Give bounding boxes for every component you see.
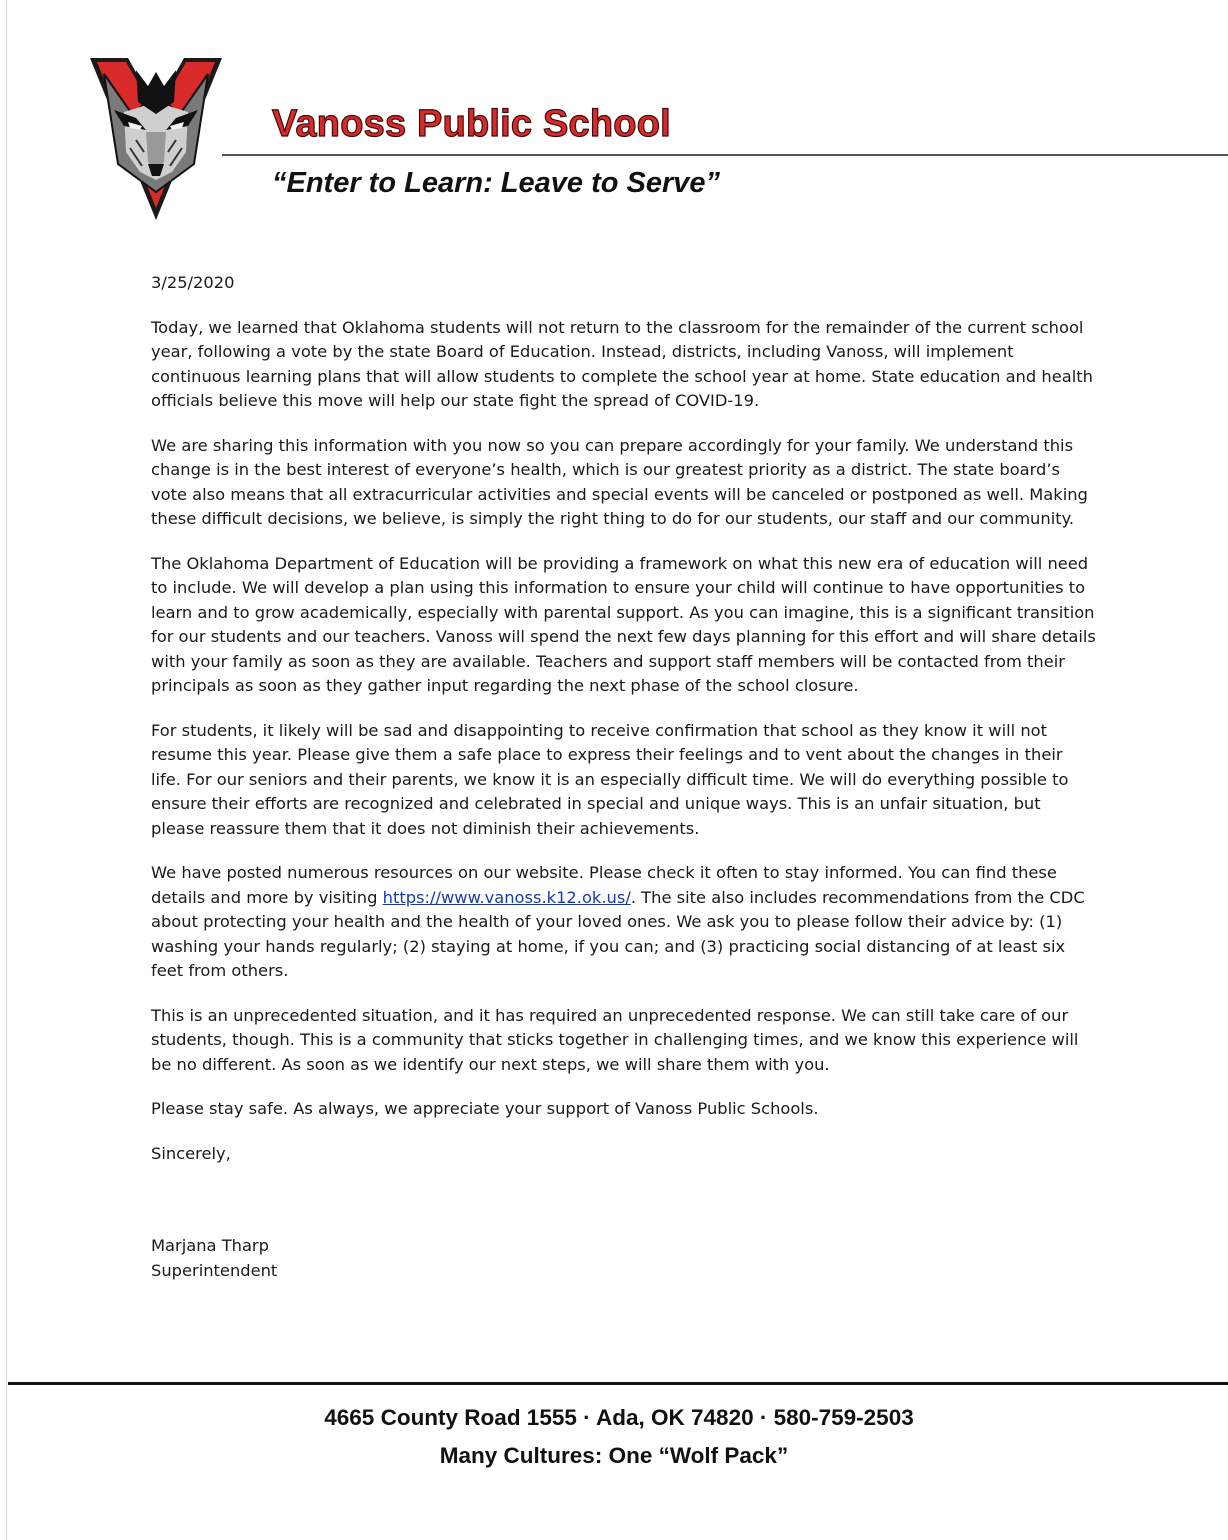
resources-paragraph [151, 861, 1096, 984]
page-edge [6, 0, 7, 1540]
wolf-logo [86, 52, 226, 224]
letter-date: 3/25/2020 [151, 273, 235, 292]
footer-address: 4665 County Road 1555 · Ada, OK 74820 · 580-759-2503 [324, 1405, 914, 1430]
signer-name: Marjana Tharp [151, 1236, 269, 1255]
letter-paragraph: Please stay safe. As always, we appreciate your support of Vanoss Public Schools. [151, 1099, 819, 1118]
header-divider [222, 154, 1228, 156]
website-link[interactable]: https://www.vanoss.k12.ok.us/ [382, 887, 631, 907]
signer-title: Superintendent [151, 1260, 278, 1280]
school-name: Vanoss Public School [272, 103, 671, 145]
letter-paragraph: We are sharing this information with you now so you can prepare accordingly for your family. We understand this change is in the best interest of everyone’s health, which is our greatest priority as a district. The state board’s vote also means that all extracurricular activities and special events will be canceled or postponed as well. Making these difficult decisions, we believe, is simply the right thing to do for our students, our staff and our community. [151, 435, 1088, 528]
resources-text: We have posted numerous resources on our website. Please check it often to stay informed. You can find these details and more by visiting [151, 863, 1057, 907]
resources-text-continued: . The site also includes recommendations from the CDC about protecting your health and the health of your loved ones. We ask you to please follow their advice by: (1) washing your hands regularly; (2) staying at home, if you can; and (3) practicing social distancing of at least six feet from others. [151, 887, 1085, 980]
letter-paragraph: The Oklahoma Department of Education will be providing a framework on what this new era of education will need to include. We will develop a plan using this information to ensure your child will continue to have opportunities to learn and to grow academically, especially with parental support. As you can imagine, this is a significant transition for our students and our teachers. Vanoss will spend the next few days planning for this effort and will share details with your family as soon as they are available. Teachers and support staff members will be contacted from their principals as soon as they gather input regarding the next phase of the school closure. [151, 553, 1096, 695]
letter-body [151, 271, 1096, 1283]
sign-off: Sincerely, [151, 1143, 231, 1163]
footer-slogan: Many Cultures: One “Wolf Pack” [439, 1443, 789, 1468]
letter-paragraph: For students, it likely will be sad and disappointing to receive confirmation that school as they know it will not resume this year. Please give them a safe place to express their feelings and to vent about the changes in their life. For our seniors and their parents, we know it is an especially difficult time. We will do everything possible to ensure their efforts are recognized and celebrated in special and unique ways. This is an unfair situation, but please reassure them that it does not diminish their achievements. [151, 720, 1069, 838]
signature-block [151, 1234, 1096, 1283]
footer-divider [8, 1382, 1228, 1385]
letter-paragraph: Today, we learned that Oklahoma students will not return to the classroom for the remainder of the current school year, following a vote by the state Board of Education. Instead, districts, including Vanoss, will implement continuous learning plans that will allow students to complete the school year at home. State education and health officials believe this move will help our state fight the spread of COVID-19. [151, 317, 1093, 410]
wolf-icon [86, 52, 226, 224]
school-motto: “Enter to Learn: Leave to Serve” [272, 167, 721, 199]
letter-paragraph: This is an unprecedented situation, and it has required an unprecedented response. We can still take care of our students, though. This is a community that sticks together in challenging times, and we know this experience will be no different. As soon as we identify our next steps, we will share them with you. [151, 1005, 1079, 1074]
